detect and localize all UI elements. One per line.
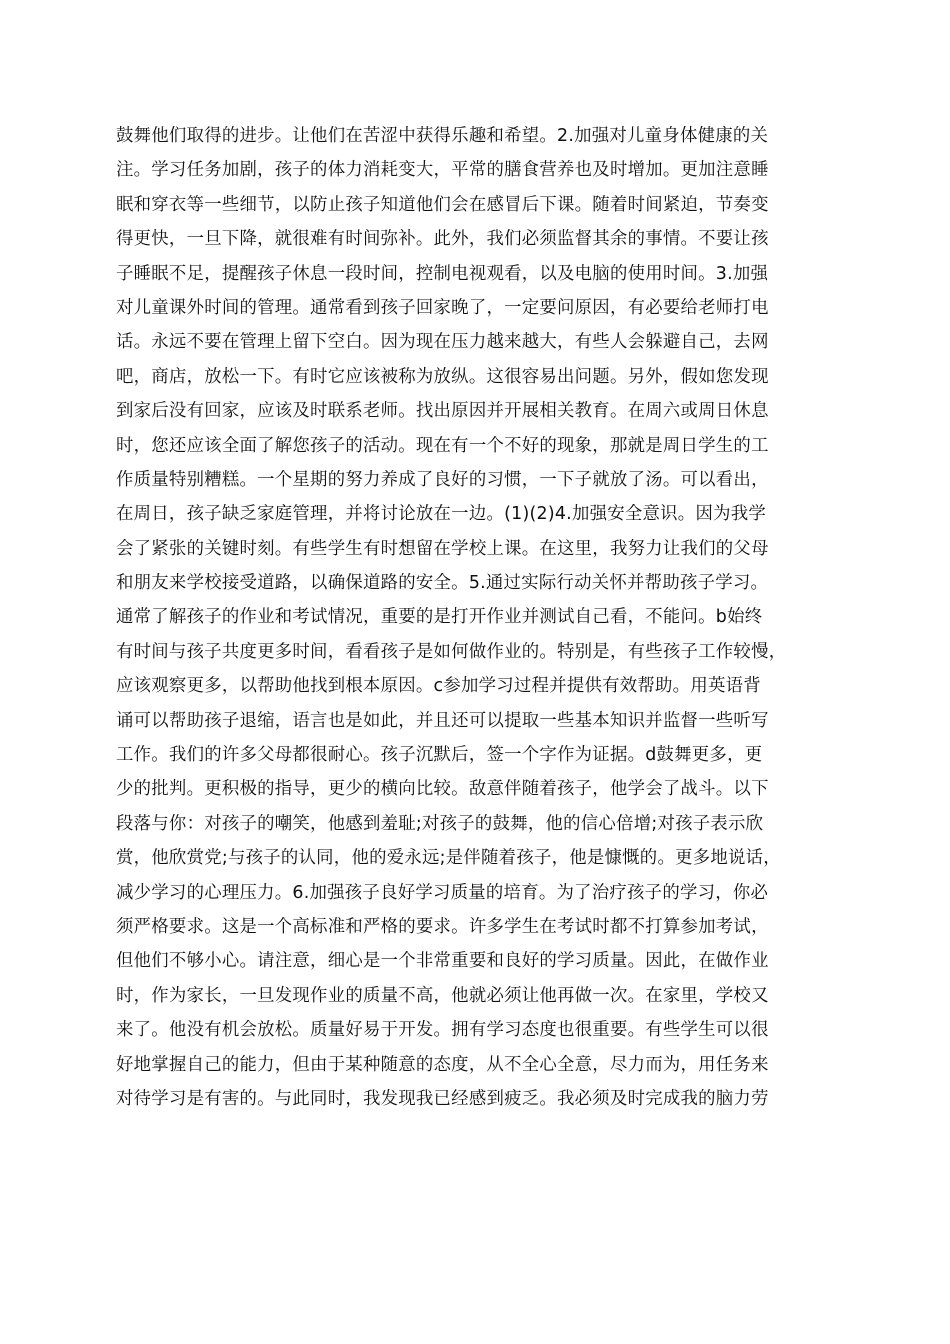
text-line: 工作。我们的许多父母都很耐心。孩子沉默后，签一个字作为证据。d鼓舞更多，更: [116, 745, 763, 766]
text-line: 会了紧张的关键时刻。有些学生有时想留在学校上课。在这里，我努力让我们的父母: [116, 538, 769, 559]
text-line: 和朋友来学校接受道路，以确保道路的安全。5.通过实际行动关怀并帮助孩子学习。: [116, 573, 769, 594]
text-line: 子睡眠不足，提醒孩子休息一段时间，控制电视观看，以及电脑的使用时间。3.加强: [116, 263, 769, 284]
text-line: 到家后没有回家，应该及时联系老师。找出原因并开展相关教育。在周六或周日休息: [116, 401, 769, 422]
document-body: [116, 119, 838, 1116]
text-line: 注。学习任务加剧，孩子的体力消耗变大，平常的膳食营养也及时增加。更加注意睡: [116, 160, 769, 181]
text-line: 对儿童课外时间的管理。通常看到孩子回家晚了，一定要问原因，有必要给老师打电: [116, 297, 769, 318]
text-line: 吧，商店，放松一下。有时它应该被称为放纵。这很容易出问题。另外，假如您发现: [116, 366, 769, 387]
text-line: 段落与你：对孩子的嘲笑，他感到羞耻;对孩子的鼓舞，他的信心倍增;对孩子表示欣: [116, 813, 764, 834]
text-line: 须严格要求。这是一个高标准和严格的要求。许多学生在考试时都不打算参加考试，: [116, 916, 769, 937]
text-line: 对待学习是有害的。与此同时，我发现我已经感到疲乏。我必须及时完成我的脑力劳: [116, 1088, 769, 1109]
text-line: 有时间与孩子共度更多时间，看看孩子是如何做作业的。特别是，有些孩子工作较慢，: [116, 641, 787, 662]
text-line: 少的批判。更积极的指导，更少的横向比较。敌意伴随着孩子，他学会了战斗。以下: [116, 779, 769, 800]
text-line: 通常了解孩子的作业和考试情况，重要的是打开作业并测试自己看，不能问。b始终: [116, 607, 763, 628]
text-line: 时，作为家长，一旦发现作业的质量不高，他就必须让他再做一次。在家里，学校又: [116, 985, 769, 1006]
text-line: 时，您还应该全面了解您孩子的活动。现在有一个不好的现象，那就是周日学生的工: [116, 435, 769, 456]
text-line: 鼓舞他们取得的进步。让他们在苦涩中获得乐趣和希望。2.加强对儿童身体健康的关: [116, 126, 769, 146]
text-line: 来了。他没有机会放松。质量好易于开发。拥有学习态度也很重要。有些学生可以很: [116, 1020, 769, 1041]
text-line: 应该观察更多，以帮助他找到根本原因。c参加学习过程并提供有效帮助。用英语背: [116, 676, 761, 697]
text-line: 但他们不够小心。请注意，细心是一个非常重要和良好的学习质量。因此，在做作业: [116, 951, 769, 972]
text-line: 眠和穿衣等一些细节，以防止孩子知道他们会在感冒后下课。随着时间紧迫，节奏变: [116, 194, 769, 215]
text-line: 作质量特别糟糕。一个星期的努力养成了良好的习惯，一下子就放了汤。可以看出，: [116, 469, 769, 490]
text-line: 好地掌握自己的能力，但由于某种随意的态度，从不全心全意，尽力而为，用任务来: [116, 1054, 769, 1075]
text-line: 话。永远不要在管理上留下空白。因为现在压力越来越大，有些人会躲避自己，去网: [116, 332, 769, 353]
text-line: 减少学习的心理压力。6.加强孩子良好学习质量的培育。为了治疗孩子的学习，你必: [116, 882, 769, 903]
text-line: 在周日，孩子缺乏家庭管理，并将讨论放在一边。(1)(2)4.加强安全意识。因为我学: [116, 504, 767, 525]
text-line: 得更快，一旦下降，就很难有时间弥补。此外，我们必须监督其余的事情。不要让孩: [116, 229, 769, 250]
text-line: 赏，他欣赏党;与孩子的认同，他的爱永远;是伴随着孩子，他是慷慨的。更多地说话，: [116, 848, 781, 869]
text-line: 诵可以帮助孩子退缩，语言也是如此，并且还可以提取一些基本知识并监督一些听写: [116, 710, 769, 731]
